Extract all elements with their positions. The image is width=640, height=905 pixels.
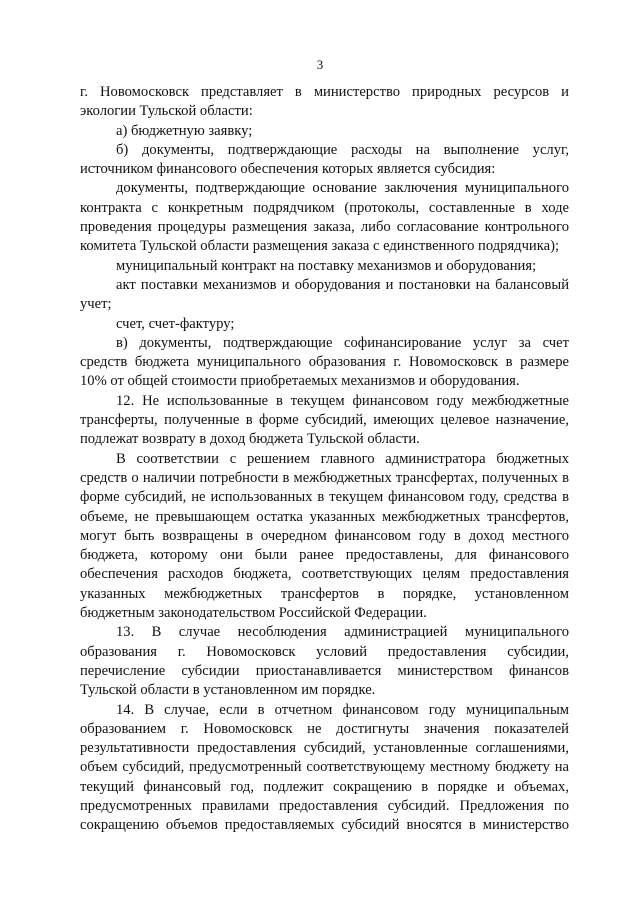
paragraph-item-v: в) документы, подтверждающие софинансирование услуг за счет средств бюджета муниципального образования г. Новомосковск в размере 10% от общей стоимости приобретаемых механизмов и оборудования. — [80, 334, 569, 390]
paragraph-return-decision: В соответствии с решением главного администратора бюджетных средств о наличии потребности в межбюджетных трансфертах, полученных в форме субсидий, не использованных в текущем финансовом году, средства в объеме, не превышающем остатка указанных межбюджетных трансфертов, могут быть возвращены в очередном финансовом году в доход местного бюджета, которому они были ранее предоставлены, для финансового обеспечения расходов бюджета, соответствующих целям предоставления указанных межбюджетных трансфертов в порядке, установленном бюджетным законодательством Российской Федерации. — [80, 450, 569, 622]
paragraph-item-b: б) документы, подтверждающие расходы на выполнение услуг, источником финансового обеспечения которых является субсидия: — [80, 141, 569, 178]
paragraph-contract-basis: документы, подтверждающие основание заключения муниципального контракта с конкретным подрядчиком (протоколы, составленные в ходе проведения процедуры размещения заказа, либо согласование контрольного комитета Тульской области размещения заказа с единственного подрядчика); — [80, 180, 569, 255]
document-body — [80, 83, 569, 836]
paragraph-delivery-act: акт поставки механизмов и оборудования и постановки на балансовый учет; — [80, 276, 569, 313]
paragraph-municipal-contract: муниципальный контракт на поставку механизмов и оборудования; — [116, 257, 537, 274]
paragraph-invoice: счет, счет-фактуру; — [116, 315, 235, 332]
page-number: 3 — [316, 57, 324, 72]
paragraph-item-a: а) бюджетную заявку; — [116, 122, 253, 139]
paragraph-clause-13: 13. В случае несоблюдения администрацией муниципального образования г. Новомосковск условий предоставления субсидии, перечисление субсидии приостанавливается министерством финансов Тульской области в установленном им порядке. — [80, 624, 569, 699]
paragraph-clause-14: 14. В случае, если в отчетном финансовом году муниципальным образованием г. Новомосковск не достигнуты значения показателей результативности предоставления субсидий, установленные соглашениями, объем субсидий, предусмотренный соответствующему местному бюджету на текущий финансовый год, подлежит сокращению в порядке и объемах, предусмотренных правилами предоставления субсидий. Предложения по сокращению объемов предоставляемых субсидий вносятся в министерство — [80, 701, 569, 834]
paragraph-clause-12: 12. Не использованные в текущем финансовом году межбюджетные трансферты, полученные в форме субсидий, имеющих целевое назначение, подлежат возврату в доход бюджета Тульской области. — [80, 392, 569, 448]
paragraph-intro: г. Новомосковск представляет в министерство природных ресурсов и экологии Тульской области: — [80, 84, 569, 120]
